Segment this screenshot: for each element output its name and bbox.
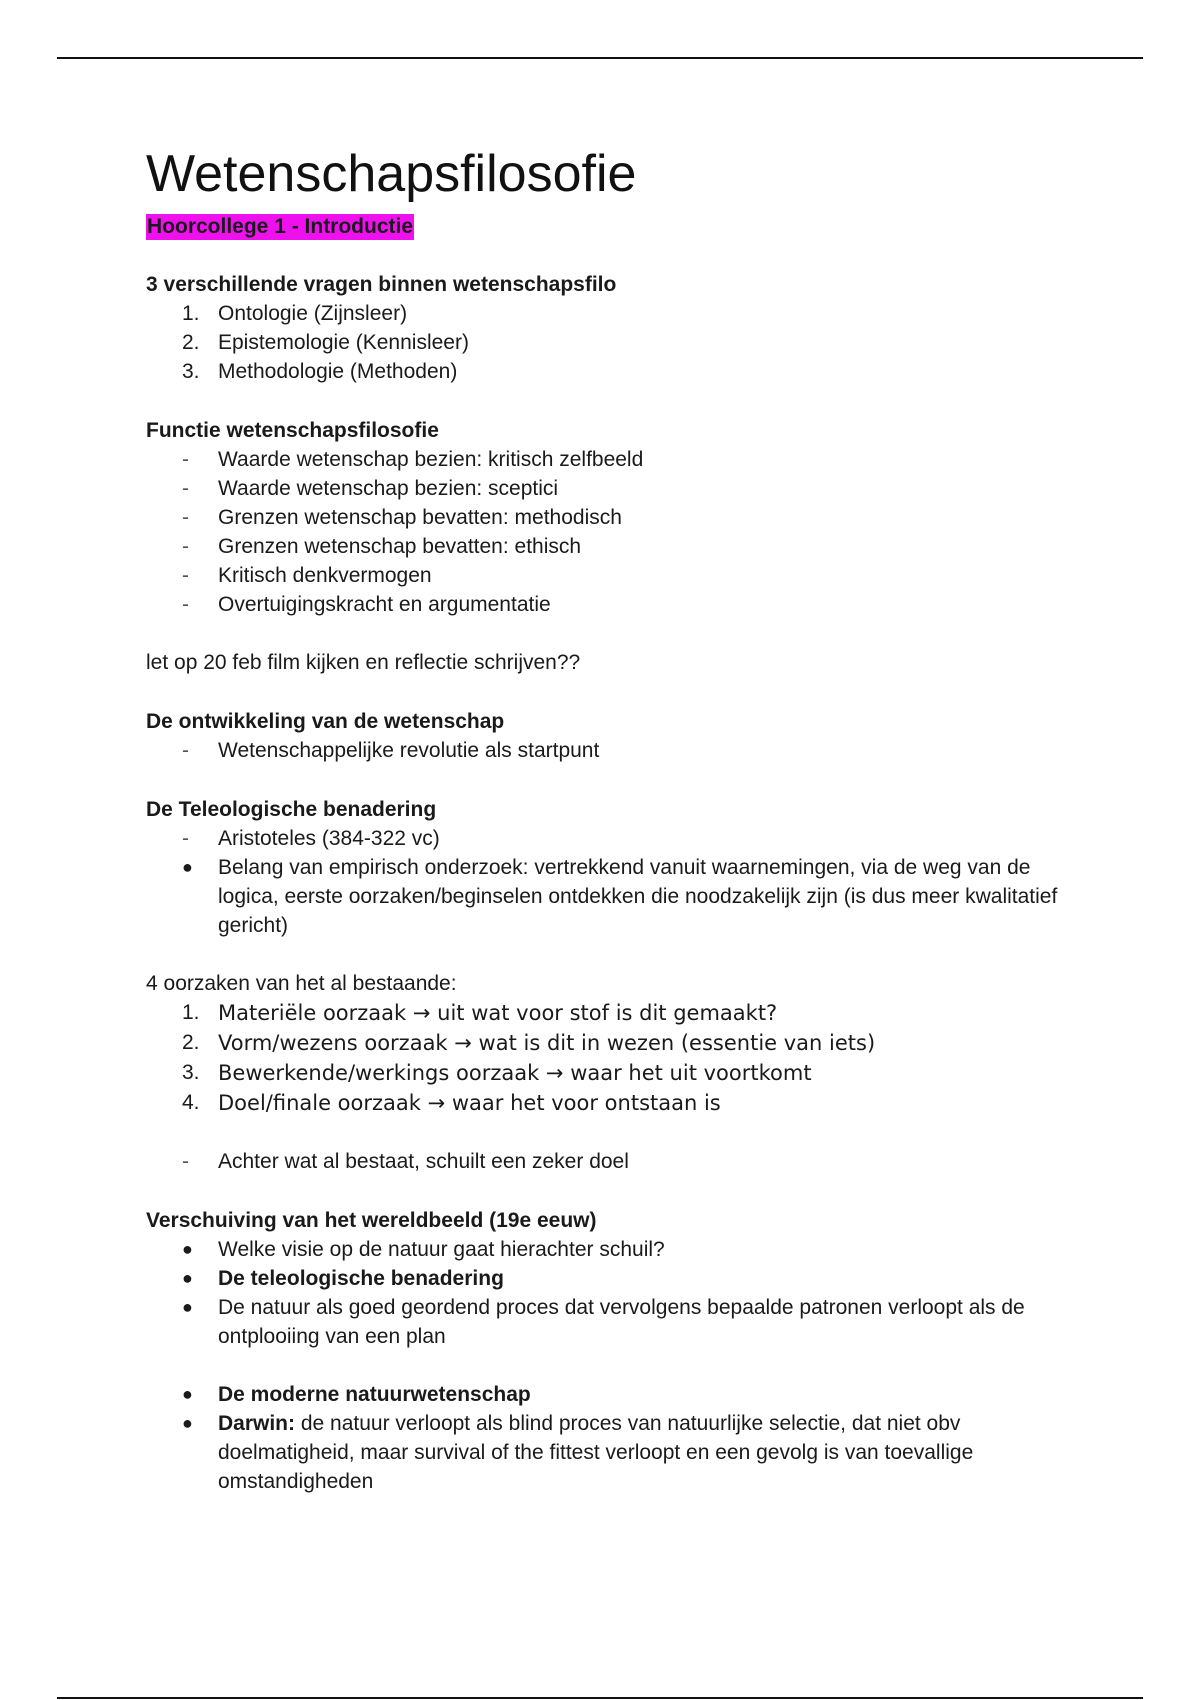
- list-item: ● De natuur als goed geordend proces dat vervolgens bepaalde patronen verloopt als de ontplooiing van een plan: [146, 1293, 1066, 1351]
- list-item: 1. Materiële oorzaak → uit wat voor stof is dit gemaakt?: [182, 1001, 778, 1025]
- page-title: Wetenschapsfilosofie: [146, 145, 637, 203]
- list-item: - Grenzen wetenschap bevatten: methodisch: [146, 503, 1066, 532]
- dash-marker: -: [182, 477, 189, 500]
- questions-list: [146, 299, 1066, 386]
- causes-intro: 4 oorzaken van het al bestaande:: [146, 972, 457, 995]
- teleological-bullet-list: [146, 853, 1066, 940]
- section-heading-development: De ontwikkeling van de wetenschap: [146, 710, 505, 733]
- bullet-marker: ●: [182, 857, 193, 877]
- bullet-marker: ●: [182, 1297, 193, 1317]
- list-item: ● De moderne natuurwetenschap: [146, 1380, 1066, 1409]
- bullet-marker: ●: [182, 1413, 193, 1433]
- dash-marker: -: [182, 506, 189, 529]
- bullet-marker: ●: [182, 1239, 193, 1259]
- list-item: 3. Methodologie (Methoden): [182, 360, 458, 383]
- list-item: - Overtuigingskracht en argumentatie: [146, 590, 1066, 619]
- list-item: - Wetenschappelijke revolutie als startpunt: [146, 736, 1066, 765]
- bottom-rule: [57, 1697, 1143, 1699]
- list-item: 1. Ontologie (Zijnsleer): [182, 302, 408, 325]
- list-item: ● Welke visie op de natuur gaat hierachter schuil?: [146, 1235, 1066, 1264]
- list-item: 2. Epistemologie (Kennisleer): [182, 331, 469, 354]
- document-body: [146, 140, 1066, 1496]
- list-item: 3. Bewerkende/werkings oorzaak → waar het uit voortkomt: [182, 1061, 812, 1085]
- list-item: ● De teleologische benadering: [146, 1264, 1066, 1293]
- darwin-label: Darwin:: [218, 1412, 296, 1435]
- section-heading-questions: 3 verschillende vragen binnen wetenschapsfilo: [146, 273, 617, 296]
- section-heading-function: Functie wetenschapsfilosofie: [146, 419, 439, 442]
- dash-marker: -: [182, 593, 189, 616]
- dash-marker: -: [182, 564, 189, 587]
- dash-marker: -: [182, 739, 189, 762]
- section-heading-teleological: De Teleologische benadering: [146, 798, 437, 821]
- list-item: ● Belang van empirisch onderzoek: vertrekkend vanuit waarnemingen, via de weg van de logica, eerste oorzaken/beginselen ontdekken die noodzakelijk zijn (is dus meer kwalitatief gericht): [146, 853, 1066, 940]
- bullet-marker: ●: [182, 1384, 193, 1404]
- bullet-marker: ●: [182, 1268, 193, 1288]
- section-heading-worldview: Verschuiving van het wereldbeeld (19e eeuw): [146, 1209, 597, 1232]
- function-list: [146, 445, 1066, 619]
- list-item: - Waarde wetenschap bezien: sceptici: [146, 474, 1066, 503]
- list-item: - Achter wat al bestaat, schuilt een zeker doel: [146, 1147, 1066, 1176]
- note-text: let op 20 feb film kijken en reflectie schrijven??: [146, 651, 581, 674]
- worldview-list-b: [146, 1380, 1066, 1496]
- list-item: - Waarde wetenschap bezien: kritisch zelfbeeld: [146, 445, 1066, 474]
- lecture-label: Hoorcollege 1 - Introductie: [147, 215, 414, 238]
- teleological-dash-list: [146, 824, 1066, 853]
- list-item: [146, 1409, 1066, 1496]
- causes-dash-list: [146, 1147, 1066, 1176]
- top-rule: [57, 57, 1143, 59]
- dash-marker: -: [182, 827, 189, 850]
- list-item: - Kritisch denkvermogen: [146, 561, 1066, 590]
- dash-marker: -: [182, 535, 189, 558]
- list-item: 2. Vorm/wezens oorzaak → wat is dit in wezen (essentie van iets): [182, 1031, 876, 1055]
- darwin-text: de natuur verloopt als blind proces van natuurlijke selectie, dat niet obv doelmatigheid, maar survival of the fittest verloopt en een gevolg is van toevallige omstandigheden: [218, 1412, 974, 1493]
- list-item: 4. Doel/finale oorzaak → waar het voor ontstaan is: [182, 1091, 721, 1115]
- dash-marker: -: [182, 448, 189, 471]
- list-item: - Grenzen wetenschap bevatten: ethisch: [146, 532, 1066, 561]
- spacer: [146, 1351, 1066, 1380]
- list-item: - Aristoteles (384-322 vc): [146, 824, 1066, 853]
- spacer: [146, 1118, 1066, 1147]
- worldview-list-a: [146, 1235, 1066, 1351]
- causes-list: [146, 998, 1066, 1118]
- dash-marker: -: [182, 1150, 189, 1173]
- development-list: [146, 736, 1066, 765]
